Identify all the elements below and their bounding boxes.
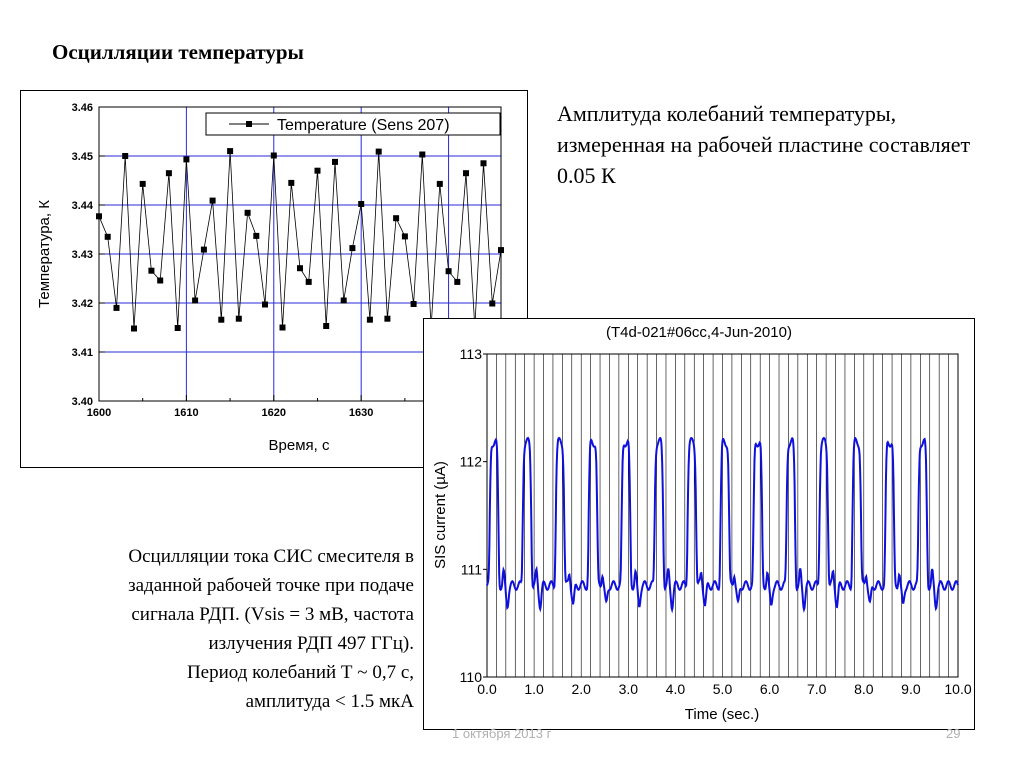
temperature-data-point	[183, 156, 189, 162]
temperature-data-point	[332, 159, 338, 165]
temperature-data-point	[131, 326, 137, 332]
sis-x-axis-label: Time (sec.)	[684, 706, 760, 723]
temperature-data-point	[376, 149, 382, 155]
temperature-data-point	[105, 234, 111, 240]
temperature-data-point	[192, 298, 198, 304]
temperature-data-point	[489, 301, 495, 307]
temperature-data-point	[236, 316, 242, 322]
slide-title: Осцилляции температуры	[52, 40, 304, 64]
temperature-data-point	[393, 215, 399, 221]
temperature-data-point	[218, 317, 224, 323]
sis-x-tick-label: 2.0	[571, 681, 591, 697]
temperature-data-point	[288, 180, 294, 186]
temperature-data-point	[271, 153, 277, 159]
temperature-data-point	[419, 152, 425, 158]
temperature-data-point	[210, 198, 216, 204]
temperature-data-point	[384, 316, 390, 322]
temperature-data-point	[96, 213, 102, 219]
temperature-data-point	[280, 325, 286, 331]
temperature-data-point	[411, 301, 417, 307]
caption-line: заданной рабочей точке при подаче	[128, 575, 414, 596]
sis-x-tick-label: 4.0	[665, 681, 686, 697]
temperature-x-tick-label: 1610	[174, 407, 199, 419]
temperature-data-point	[358, 201, 364, 207]
temperature-data-point	[463, 170, 469, 176]
temperature-y-tick-label: 3.40	[71, 396, 93, 408]
temperature-y-tick-label: 3.46	[71, 102, 93, 114]
temperature-data-point	[437, 181, 443, 187]
caption-line: сигнала РДП. (Vsis = 3 мВ, частота	[131, 604, 414, 625]
temperature-data-point	[166, 170, 172, 176]
temperature-legend	[206, 113, 500, 135]
caption-line: амплитуда < 1.5 мкА	[245, 691, 414, 712]
temperature-data-point	[367, 317, 373, 323]
temperature-data-point	[402, 233, 408, 239]
temperature-x-tick-label: 1600	[86, 407, 112, 419]
caption-line: Период колебаний Т ~ 0,7 с,	[186, 662, 414, 683]
sis-y-tick-label: 112	[459, 453, 482, 470]
temperature-x-axis-label: Время, с	[268, 437, 330, 454]
temperature-data-point	[253, 233, 259, 239]
temperature-data-point	[306, 279, 312, 285]
temperature-data-point	[446, 268, 452, 274]
temperature-data-point	[262, 302, 268, 308]
temperature-data-point	[157, 278, 163, 284]
temperature-y-tick-label: 3.43	[71, 249, 93, 261]
footer-page-number: 29	[946, 726, 961, 741]
sis-x-tick-label: 5.0	[712, 681, 733, 697]
temperature-y-tick-label: 3.42	[71, 298, 93, 310]
sis-y-tick-label: 110	[459, 669, 482, 685]
sis-current-chart-panel	[423, 318, 975, 730]
temperature-data-point	[341, 298, 347, 304]
sis-y-tick-label: 111	[460, 561, 482, 578]
temperature-data-point	[114, 305, 120, 311]
amplitude-description: Амплитуда колебаний температуры, измеренная на рабочей пластине составляет 0.05 К	[557, 101, 971, 188]
sis-y-axis-label: SIS current (µA)	[432, 461, 449, 569]
temperature-data-point	[349, 245, 355, 251]
sis-x-tick-label: 8.0	[854, 681, 874, 697]
temperature-y-tick-label: 3.41	[71, 347, 93, 359]
sis-caption	[40, 542, 414, 716]
sis-x-tick-label: 10.0	[944, 681, 972, 697]
temperature-data-point	[454, 279, 460, 285]
temperature-x-tick-label: 1630	[348, 407, 374, 419]
sis-x-tick-label: 0.0	[477, 681, 497, 697]
temperature-x-tick-label: 1620	[261, 407, 287, 419]
temperature-y-tick-label: 3.45	[71, 151, 93, 163]
sis-chart-title: (T4d-021#06cc,4-Jun-2010)	[606, 324, 792, 341]
temperature-data-point	[148, 268, 154, 274]
sis-x-tick-label: 9.0	[901, 681, 921, 697]
temperature-data-point	[481, 160, 487, 166]
temperature-y-tick-label: 3.44	[71, 200, 93, 212]
temperature-data-point	[175, 325, 181, 331]
footer-date: 1 октября 2013 г	[452, 726, 552, 741]
temperature-data-point	[498, 247, 504, 253]
sis-x-tick-label: 6.0	[759, 681, 780, 697]
sis-x-tick-label: 1.0	[524, 681, 544, 697]
temperature-data-point	[201, 247, 207, 253]
sis-x-tick-label: 7.0	[806, 681, 827, 697]
temperature-data-point	[315, 168, 321, 174]
sis-current-chart	[424, 319, 974, 729]
temperature-series-line	[99, 151, 501, 328]
temperature-data-point	[227, 148, 233, 154]
temperature-data-point	[297, 265, 303, 271]
temperature-data-point	[323, 323, 329, 329]
temperature-legend-label: Temperature (Sens 207)	[277, 117, 450, 134]
temperature-data-point	[122, 153, 128, 159]
temperature-data-point	[140, 181, 146, 187]
sis-y-tick-label: 113	[459, 346, 482, 362]
temperature-y-axis-label: Температура, К	[36, 200, 53, 308]
temperature-data-point	[245, 210, 251, 216]
caption-line: излучения РДП 497 ГГц).	[208, 633, 414, 654]
sis-x-tick-label: 3.0	[618, 681, 639, 697]
caption-line: Осцилляции тока СИС смесителя в	[128, 546, 414, 567]
